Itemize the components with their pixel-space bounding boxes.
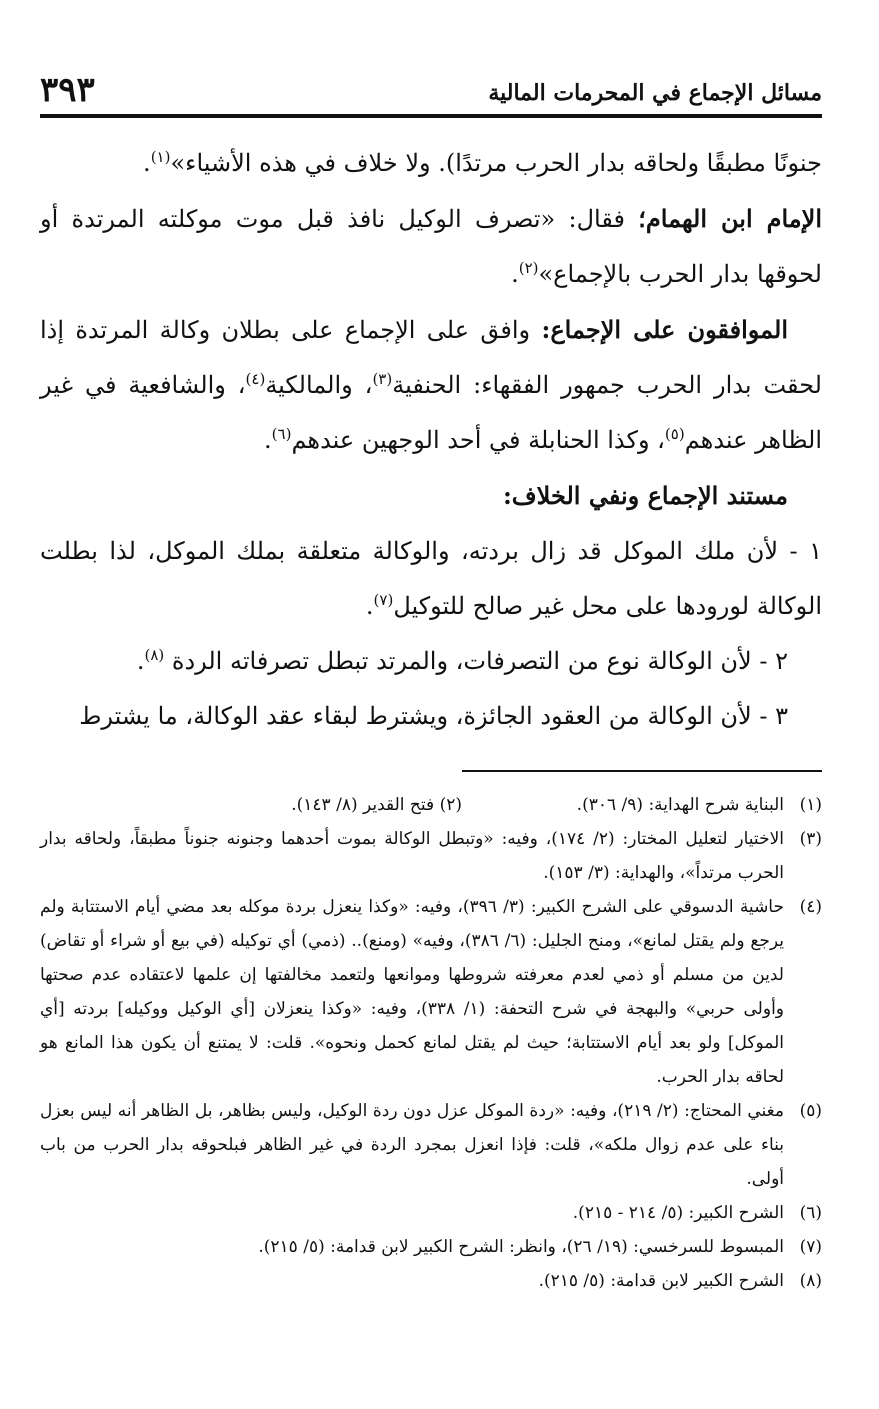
paragraph-1-end: . — [143, 149, 151, 177]
scholar-name: الإمام ابن الهمام؛ — [638, 204, 823, 233]
footnote-divider — [462, 770, 822, 772]
footnote-number-5: (٥) — [799, 1101, 822, 1121]
footnote-number-4: (٤) — [799, 897, 822, 917]
footnote-8-text: الشرح الكبير لابن قدامة: (٥/ ٢١٥). — [538, 1271, 784, 1291]
footnote-marker-3: (٣) — [372, 370, 393, 388]
footnote-marker-4: (٤) — [245, 370, 266, 388]
section-heading-agreement: الموافقون على الإجماع: — [541, 315, 788, 344]
paragraph-2-end: . — [511, 260, 519, 288]
footnote-1-text: البناية شرح الهداية: (٩/ ٣٠٦). — [576, 795, 784, 815]
footnote-marker-6: (٦) — [271, 425, 292, 443]
footnote-number-7: (٧) — [799, 1237, 822, 1257]
footnote-marker-5: (٥) — [664, 425, 685, 443]
paragraph-5-text: ١ - لأن ملك الموكل قد زال بردته، والوكالة متعلقة بملك الموكل، لذا بطلت الوكالة لورودها على محل غير صالح للتوكيل — [40, 537, 822, 620]
footnote-marker-1: (١) — [150, 148, 171, 166]
footnote-row-1-2 — [40, 788, 822, 822]
footnotes — [40, 788, 822, 1298]
footnote-marker-8: (٨) — [144, 646, 165, 664]
footnote-number-3: (٣) — [799, 829, 822, 849]
page-number: ٣٩٣ — [40, 70, 95, 110]
paragraph-7-text: ٣ - لأن الوكالة من العقود الجائزة، ويشترط لبقاء عقد الوكالة، ما يشترط — [79, 702, 788, 730]
footnote-7-text: المبسوط للسرخسي: (١٩/ ٢٦)، وانظر: الشرح الكبير لابن قدامة: (٥/ ٢١٥). — [258, 1237, 784, 1257]
section-heading-basis: مستند الإجماع ونفي الخلاف: — [502, 481, 788, 510]
footnote-2 — [291, 788, 462, 822]
paragraph-6 — [40, 634, 822, 689]
running-title: مسائل الإجماع في المحرمات المالية — [488, 80, 822, 106]
paragraph-2-text: فقال: «تصرف الوكيل نافذ قبل موت موكلته المرتدة أو لحوقها بدار الحرب بالإجماع» — [40, 205, 822, 288]
paragraph-3-text-a: وافق على الإجماع على بطلان وكالة المرتدة إذا لحقت بدار الحرب جمهور الفقهاء: الحنفية — [40, 316, 822, 399]
footnote-4-text: حاشية الدسوقي على الشرح الكبير: (٣/ ٣٩٦)، وفيه: «وكذا ينعزل بردة موكله بعد مضي أيام الاستتابة ولم يرجع ولم يقتل لمانع»، ومنح الجليل: (٦/ ٣٨٦)، وفيه» (ومنع).. (ذمي) أي توكيله (في بيع أو شراء أو تقاض) لدين من مسلم أو ذمي لعدم معرفته شروطها وموانعها ولتعمد مخالفتها إن علمها لاعتقاده عدم صحتها وأولى حربي» والبهجة في شرح التحفة: (١/ ٣٣٨)، وفيه: «وكذا ينعزلان [أي الوكيل ووكيله] بردته [أي الموكل] ولو بعد أيام الاستتابة؛ حيث لم يقتل لمانع كحمل ونحوه». قلت: لا يمتنع أن يكون هذا المانع هو لحاقه بدار الحرب. — [40, 897, 784, 1087]
paragraph-7 — [40, 689, 822, 744]
footnote-5 — [40, 1094, 822, 1196]
book-page — [40, 62, 822, 1298]
footnote-6-text: الشرح الكبير: (٥/ ٢١٤ - ٢١٥). — [572, 1203, 784, 1223]
paragraph-4 — [40, 468, 822, 524]
paragraph-1-text: جنونًا مطبقًا ولحاقه بدار الحرب مرتدًا). ولا خلاف في هذه الأشياء» — [170, 149, 822, 177]
paragraph-2 — [40, 191, 822, 302]
footnote-number-6: (٦) — [799, 1203, 822, 1223]
footnote-2-text: فتح القدير (٨/ ١٤٣). — [291, 795, 435, 815]
footnote-4 — [40, 890, 822, 1094]
running-header — [40, 62, 822, 118]
footnote-number-8: (٨) — [799, 1271, 822, 1291]
footnote-3-text: الاختيار لتعليل المختار: (٢/ ١٧٤)، وفيه: «وتبطل الوكالة بموت أحدهما وجنونه جنوناً مطبقاً، ولحاقه بدار الحرب مرتداً»، والهداية: (٣/ ١٥٣). — [40, 829, 784, 883]
paragraph-3 — [40, 302, 822, 468]
paragraph-6-text: ٢ - لأن الوكالة نوع من التصرفات، والمرتد تبطل تصرفاته الردة — [164, 647, 788, 675]
paragraph-5-end: . — [365, 592, 374, 620]
paragraph-3-text-b: ، والمالكية — [265, 371, 373, 399]
main-text — [40, 136, 822, 744]
paragraph-6-end: . — [136, 647, 145, 675]
footnote-number-1: (١) — [799, 795, 822, 815]
paragraph-1 — [40, 136, 822, 191]
footnote-marker-7: (٧) — [373, 591, 394, 609]
paragraph-3-end: . — [264, 426, 272, 454]
footnote-3 — [40, 822, 822, 890]
footnote-6 — [40, 1196, 822, 1230]
paragraph-3-text-c: ، والشافعية في غير الظاهر عندهم — [40, 371, 822, 454]
footnote-5-text: مغني المحتاج: (٢/ ٢١٩)، وفيه: «ردة الموكل عزل دون ردة الوكيل، وليس بظاهر، بل الظاهر أنه ليس بعزل بناء على عدم زوال ملكه»، قلت: فإذا انعزل بمجرد الردة في غير الظاهر فبلحوقه بدار الحرب من باب أولى. — [40, 1101, 784, 1189]
footnote-7 — [40, 1230, 822, 1264]
footnote-8 — [40, 1264, 822, 1298]
paragraph-3-text-d: ، وكذا الحنابلة في أحد الوجهين عندهم — [291, 426, 665, 454]
footnote-number-2: (٢) — [439, 795, 462, 815]
paragraph-5 — [40, 524, 822, 634]
footnote-marker-2: (٢) — [518, 259, 539, 277]
